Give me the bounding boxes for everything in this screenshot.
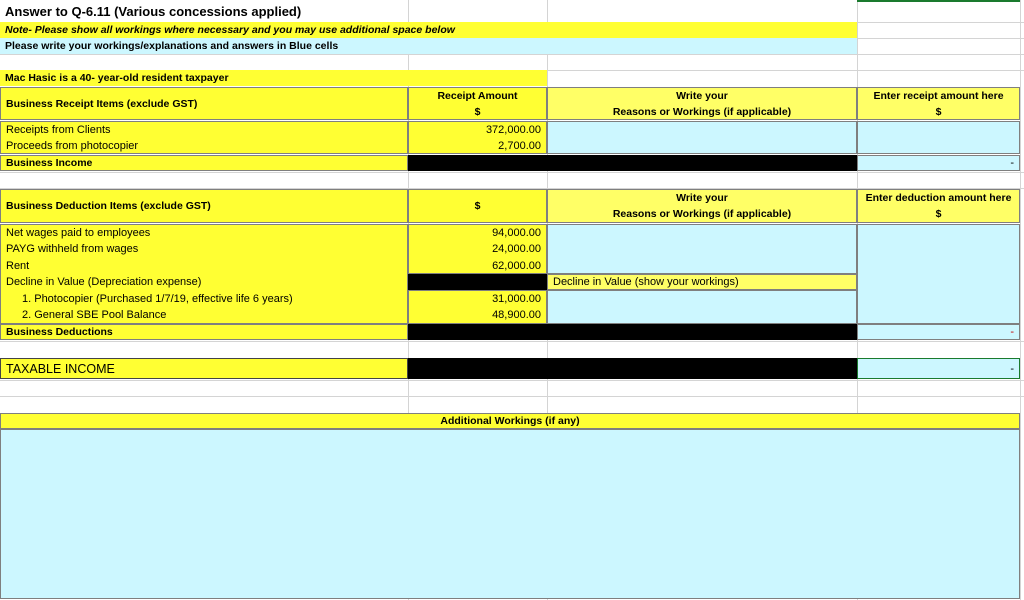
business-income-value[interactable]: - (857, 155, 1020, 171)
business-income-label: Business Income (0, 155, 408, 171)
deduction-item-label: Net wages paid to employees (6, 226, 151, 239)
deduction-item-label: PAYG withheld from wages (6, 243, 139, 255)
deduction-item-amount: 94,000.00 (492, 226, 541, 239)
sheet-title: Answer to Q-6.11 (Various concessions applied) (5, 3, 302, 19)
deduction-reasons-header (547, 189, 857, 223)
deduction-amount-header: $ (408, 189, 547, 223)
receipt-item-amount: 2,700.00 (498, 139, 541, 152)
deduction-enter-header-line2: $ (935, 208, 942, 220)
receipt-item-label: Proceeds from photocopier (6, 139, 139, 152)
gridline (0, 396, 1024, 397)
receipt-enter-header-line2: $ (935, 105, 942, 118)
deduction-item-label: 1. Photocopier (Purchased 1/7/19, effective life 6 years) (22, 292, 293, 305)
receipt-reasons-header-line1: Write your (676, 89, 728, 102)
business-deductions-value[interactable]: - (857, 324, 1020, 340)
taxable-income-label: TAXABLE INCOME (0, 358, 408, 379)
deduction-amounts (408, 224, 547, 274)
receipt-amount-input[interactable] (857, 121, 1020, 154)
deduction-reasons-header-line1: Write your (676, 192, 728, 204)
deduction-item-amount: 31,000.00 (492, 292, 541, 305)
deduction-reasons-header-line2: Reasons or Workings (if applicable) (612, 208, 792, 220)
sheet-instruction: Please write your workings/explanations and answers in Blue cells (0, 38, 857, 54)
deduction-enter-header (857, 189, 1020, 223)
receipt-enter-header-line1: Enter receipt amount here (873, 89, 1004, 102)
gridline (0, 172, 1024, 173)
gridline (0, 341, 1024, 342)
deduction-item-amount: 62,000.00 (492, 259, 541, 272)
selected-cell[interactable] (857, 0, 1020, 54)
receipt-item-label: Receipts from Clients (6, 123, 111, 136)
depreciation-workings-input[interactable] (547, 290, 857, 324)
receipts-heading: Business Receipt Items (exclude GST) (0, 87, 408, 120)
taxpayer-info: Mac Hasic is a 40- year-old resident taxpayer (0, 70, 547, 86)
deduction-item-amount: 24,000.00 (492, 243, 541, 256)
blocked-cell (408, 155, 857, 171)
receipt-labels (0, 121, 408, 154)
receipt-enter-header (857, 87, 1020, 120)
decline-in-value-note: Decline in Value (show your workings) (547, 274, 857, 290)
deduction-item-label: Rent (6, 259, 30, 272)
receipt-item-amount: 372,000.00 (485, 123, 541, 136)
deductions-heading: Business Deduction Items (exclude GST) (0, 189, 408, 223)
deduction-labels (0, 224, 408, 324)
receipt-amount-header-label: Receipt Amount (437, 89, 518, 102)
gridline (0, 380, 1024, 381)
depreciation-amounts (408, 290, 547, 324)
deduction-reasons-input[interactable] (547, 224, 857, 274)
gridline (0, 54, 1024, 55)
receipt-amount-header (408, 87, 547, 120)
blocked-cell (408, 358, 857, 379)
deduction-amount-input[interactable] (857, 224, 1020, 324)
gridline (1020, 0, 1021, 600)
additional-workings-header: Additional Workings (if any) (0, 413, 1020, 429)
business-deductions-label: Business Deductions (0, 324, 408, 340)
receipt-reasons-header (547, 87, 857, 120)
deduction-item-label: 2. General SBE Pool Balance (22, 309, 167, 321)
receipt-amounts (408, 121, 547, 154)
additional-workings-input[interactable] (0, 429, 1020, 599)
deduction-item-amount: 48,900.00 (492, 309, 541, 321)
receipt-reasons-header-line2: Reasons or Workings (if applicable) (612, 105, 792, 118)
deduction-enter-header-line1: Enter deduction amount here (865, 192, 1012, 204)
blocked-cell (408, 274, 547, 290)
sheet-note: Note- Please show all workings where necessary and you may use additional space below (0, 22, 857, 38)
taxable-income-value[interactable]: - (857, 358, 1020, 379)
receipt-reasons-input[interactable] (547, 121, 857, 154)
blocked-cell (408, 324, 857, 340)
receipt-amount-header-unit: $ (474, 105, 481, 118)
deduction-item-label: Decline in Value (Depreciation expense) (6, 276, 202, 288)
